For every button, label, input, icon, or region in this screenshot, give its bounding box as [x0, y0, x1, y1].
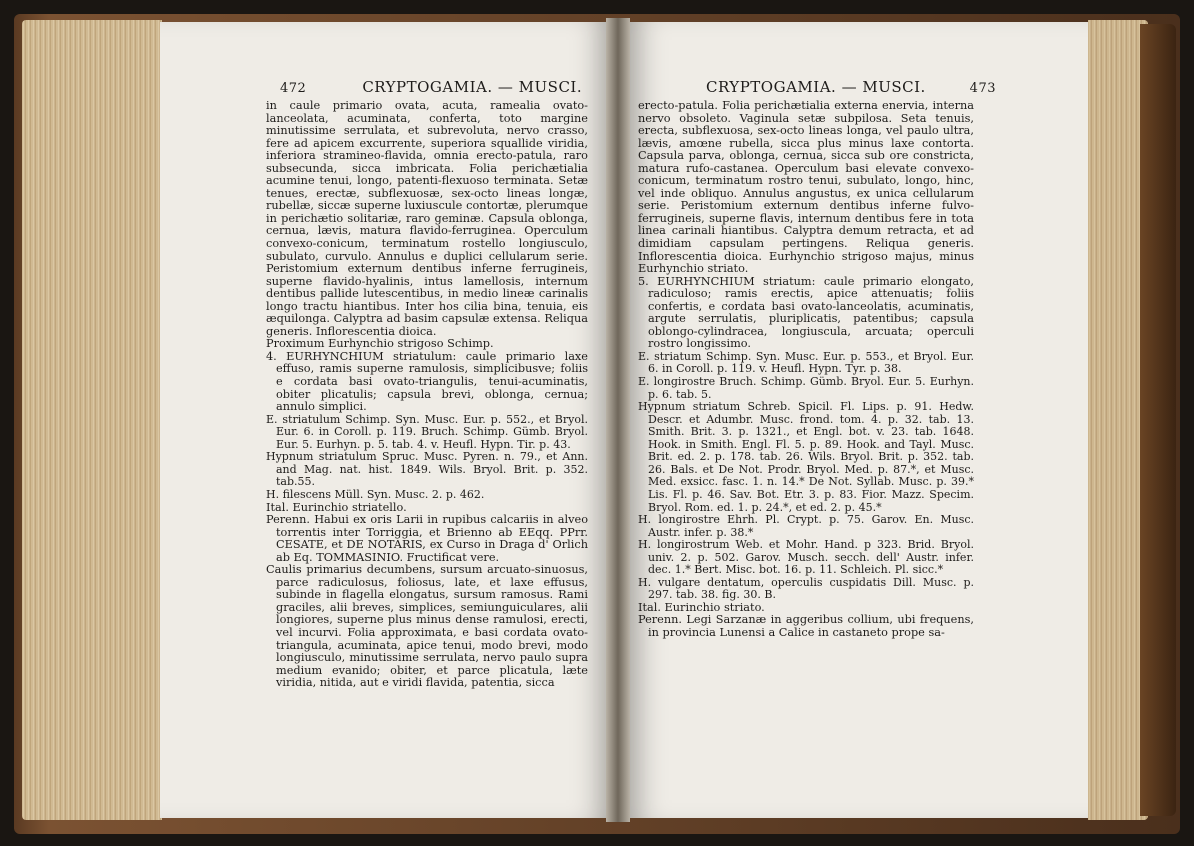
- description-paragraph: Caulis primarius decumbens, sursum arcuato-sinuosus, parce radiculosus, foliosus, late, et laxe effusus, subinde in flagella elongatus, sursum ramosus. Rami graciles, alii breves, simplices, semiunguiculares, alii longiores, superne plus minus dense ramulosi, erecti, vel incurvi. Folia approximata, e basi cordata ovato-triangula, acuminata, apice tenui, modo brevi, modo longiusculo, minutissime serrulata, nervo paulo supra medium evanido; obiter, et parce plicatula, læte viridia, nitida, aut e viridi flavida, patentia, sicca: [266, 563, 588, 690]
- book-cover-right: [1140, 24, 1176, 816]
- paragraph: in caule primario ovata, acuta, ramealia ovato-lanceolata, acuminata, conferta, toto margine minutissime serrulata, et subrevoluta, nervo crasso, fere ad apicem excurrente, superiora squallide viridia, inferiora stramineo-flavida, omnia erecto-patula, raro subsecunda, sicca imbricata. Folia perichætialia acumine tenui, longo, patenti-flexuoso terminata. Setæ tenues, erectæ, subflexuosæ, sex-octo lineas longæ, rubellæ, siccæ superne luxiuscule contortæ, plerumque in perichætio solitariæ, raro geminæ. Capsula oblonga, cernua, lævis, matura flavido-ferruginea. Operculum convexo-conicum, terminatum rostello longiusculo, subulato, curvulo. Annulus e duplici cellularum serie. Peristomium externum dentibus inferne ferrugineis, superne flavido-hyalinis, intus lamellosis, internum dentibus pallide lutescentibus, in medio lineæ carinalis longo tractu hiantibus. Inter hos cilia bina, tenuia, eis æquilonga. Calyptra ad basim capsulæ extensa. Reliqua generis. Inflorescentia dioica.: [266, 99, 588, 338]
- right-page-header: [706, 78, 996, 96]
- left-page-number: 472: [280, 81, 307, 96]
- page-edges-left: [22, 20, 162, 820]
- paragraph: erecto-patula. Folia perichætialia externa enervia, interna nervo obsoleto. Vaginula setæ subpilosa. Seta tenuis, erecta, subflexuosa, sex-octo lineas longa, vel paulo ultra, lævis, amœne rubella, sicca plus minus laxe contorta. Capsula parva, oblonga, cernua, sicca sub ore constricta, matura rufo-castanea. Operculum basi elevate convexo-conicum, terminatum rostro tenui, subulato, longo, hinc, vel inde obliquo. Annulus angustus, ex unica cellularum serie. Peristomium externum dentibus inferne fulvo-ferrugineis, superne flavis, internum dentibus fere in tota linea carinali hiantibus. Calyptra demum retracta, et ad dimidiam capsulam pertingens. Reliqua generis. Inflorescentia dioica. Eurhynchio strigoso majus, minus Eurhynchio striato.: [638, 99, 974, 276]
- paragraph: Proximum Eurhynchio strigoso Schimp.: [266, 337, 494, 351]
- bibliography-entry: Hypnum striatulum Spruc. Musc. Pyren. n. 79., et Ann. and Mag. nat. hist. 1849. Wils. Bryol. Brit. p. 352. tab.55.: [266, 450, 588, 489]
- page-edges-right: [1088, 20, 1148, 820]
- bibliography-entry: E. longirostre Bruch. Schimp. Gümb. Bryol. Eur. 5. Eurhyn. p. 6. tab. 5.: [638, 375, 974, 401]
- bibliography-entry: H. longirostrum Web. et Mohr. Hand. p 323. Brid. Bryol. univ. 2. p. 502. Garov. Musch. secch. dell' Austr. infer. dec. 1.* Bert. Misc. bot. 16. p. 11. Schleich. Pl. sicc.*: [638, 538, 974, 577]
- bibliography-entry: H. filescens Müll. Syn. Musc. 2. p. 462.: [266, 487, 485, 501]
- italian-name: Ital. Eurinchio striato.: [638, 600, 765, 614]
- right-page-number: 473: [969, 81, 996, 96]
- left-running-title: CRYPTOGAMIA. — MUSCI.: [362, 78, 583, 96]
- habitat-paragraph: Perenn. Legi Sarzanæ in aggeribus collium, ubi frequens, in provincia Lunensi a Calice in castaneto prope sa-: [638, 613, 974, 639]
- right-page-text: [638, 100, 974, 640]
- bibliography-entry: H. longirostre Ehrh. Pl. Crypt. p. 75. Garov. En. Musc. Austr. infer. p. 38.*: [638, 513, 974, 539]
- species-entry: 4. EURHYNCHIUM striatulum: caule primario laxe effuso, ramis superne ramulosis, simplicibusve; foliis e cordata basi ovato-triangulis, tenui-acuminatis, obiter plicatulis; capsula brevi, oblonga, cernua; annulo simplici.: [266, 349, 588, 414]
- italian-name: Ital. Eurinchio striatello.: [266, 500, 407, 514]
- right-page: [626, 22, 1088, 818]
- bibliography-entry: H. vulgare dentatum, operculis cuspidatis Dill. Musc. p. 297. tab. 38. fig. 30. B.: [638, 575, 974, 602]
- species-entry: 5. EURHYNCHIUM striatum: caule primario elongato, radiculoso; ramis erectis, apice attenuatis; foliis confertis, e cordata basi ovato-lanceolatis, acuminatis, argute serrulatis, pluriplicatis, patentibus; capsula oblongo-cylindracea, longiuscula, arcuata; operculi rostro longissimo.: [638, 274, 974, 351]
- left-page: [160, 22, 612, 818]
- left-page-text: [266, 100, 588, 690]
- right-running-title: CRYPTOGAMIA. — MUSCI.: [706, 78, 926, 96]
- left-page-header: [280, 78, 610, 96]
- bibliography-entry: E. striatulum Schimp. Syn. Musc. Eur. p. 552., et Bryol. Eur. 6. in Coroll. p. 119. Bruch. Schimp. Gümb. Bryol. Eur. 5. Eurhyn. p. 5. tab. 4. v. Heufl. Hypn. Tir. p. 43.: [266, 412, 588, 451]
- bibliography-entry: Hypnum striatum Schreb. Spicil. Fl. Lips. p. 91. Hedw. Descr. et Adumbr. Musc. frond. tom. 4. p. 32. tab. 13. Smith. Brit. 3. p. 1321., et Engl. bot. v. 23. tab. 1648. Hook. in Smith. Engl. Fl. 5. p. 89. Hook. and Tayl. Musc. Brit. ed. 2. p. 178. tab. 26. Wils. Bryol. Brit. p. 352. tab. 26. Bals. et De Not. Prodr. Bryol. Med. p. 87.*, et Musc. Med. exsicc. fasc. 1. n. 14.* De Not. Syllab. Musc. p. 39.* Lis. Fl. p. 46. Sav. Bot. Etr. 3. p. 83. Fior. Mazz. Specim. Bryol. Rom. ed. 1. p. 24.*, et ed. 2. p. 45.*: [638, 400, 974, 514]
- habitat-paragraph: Perenn. Habui ex oris Larii in rupibus calcariis in alveo torrentis inter Torriggia, et Brienno ab EEqq. PPrr. CESATE, et DE NOTARIS, ex Curso in Draga d' Orlich ab Eq. TOMMASINIO. Fructificat vere.: [266, 513, 588, 564]
- book-gutter: [606, 18, 630, 822]
- bibliography-entry: E. striatum Schimp. Syn. Musc. Eur. p. 553., et Bryol. Eur. 6. in Coroll. p. 119. v. Heufl. Hypn. Tyr. p. 38.: [638, 349, 974, 376]
